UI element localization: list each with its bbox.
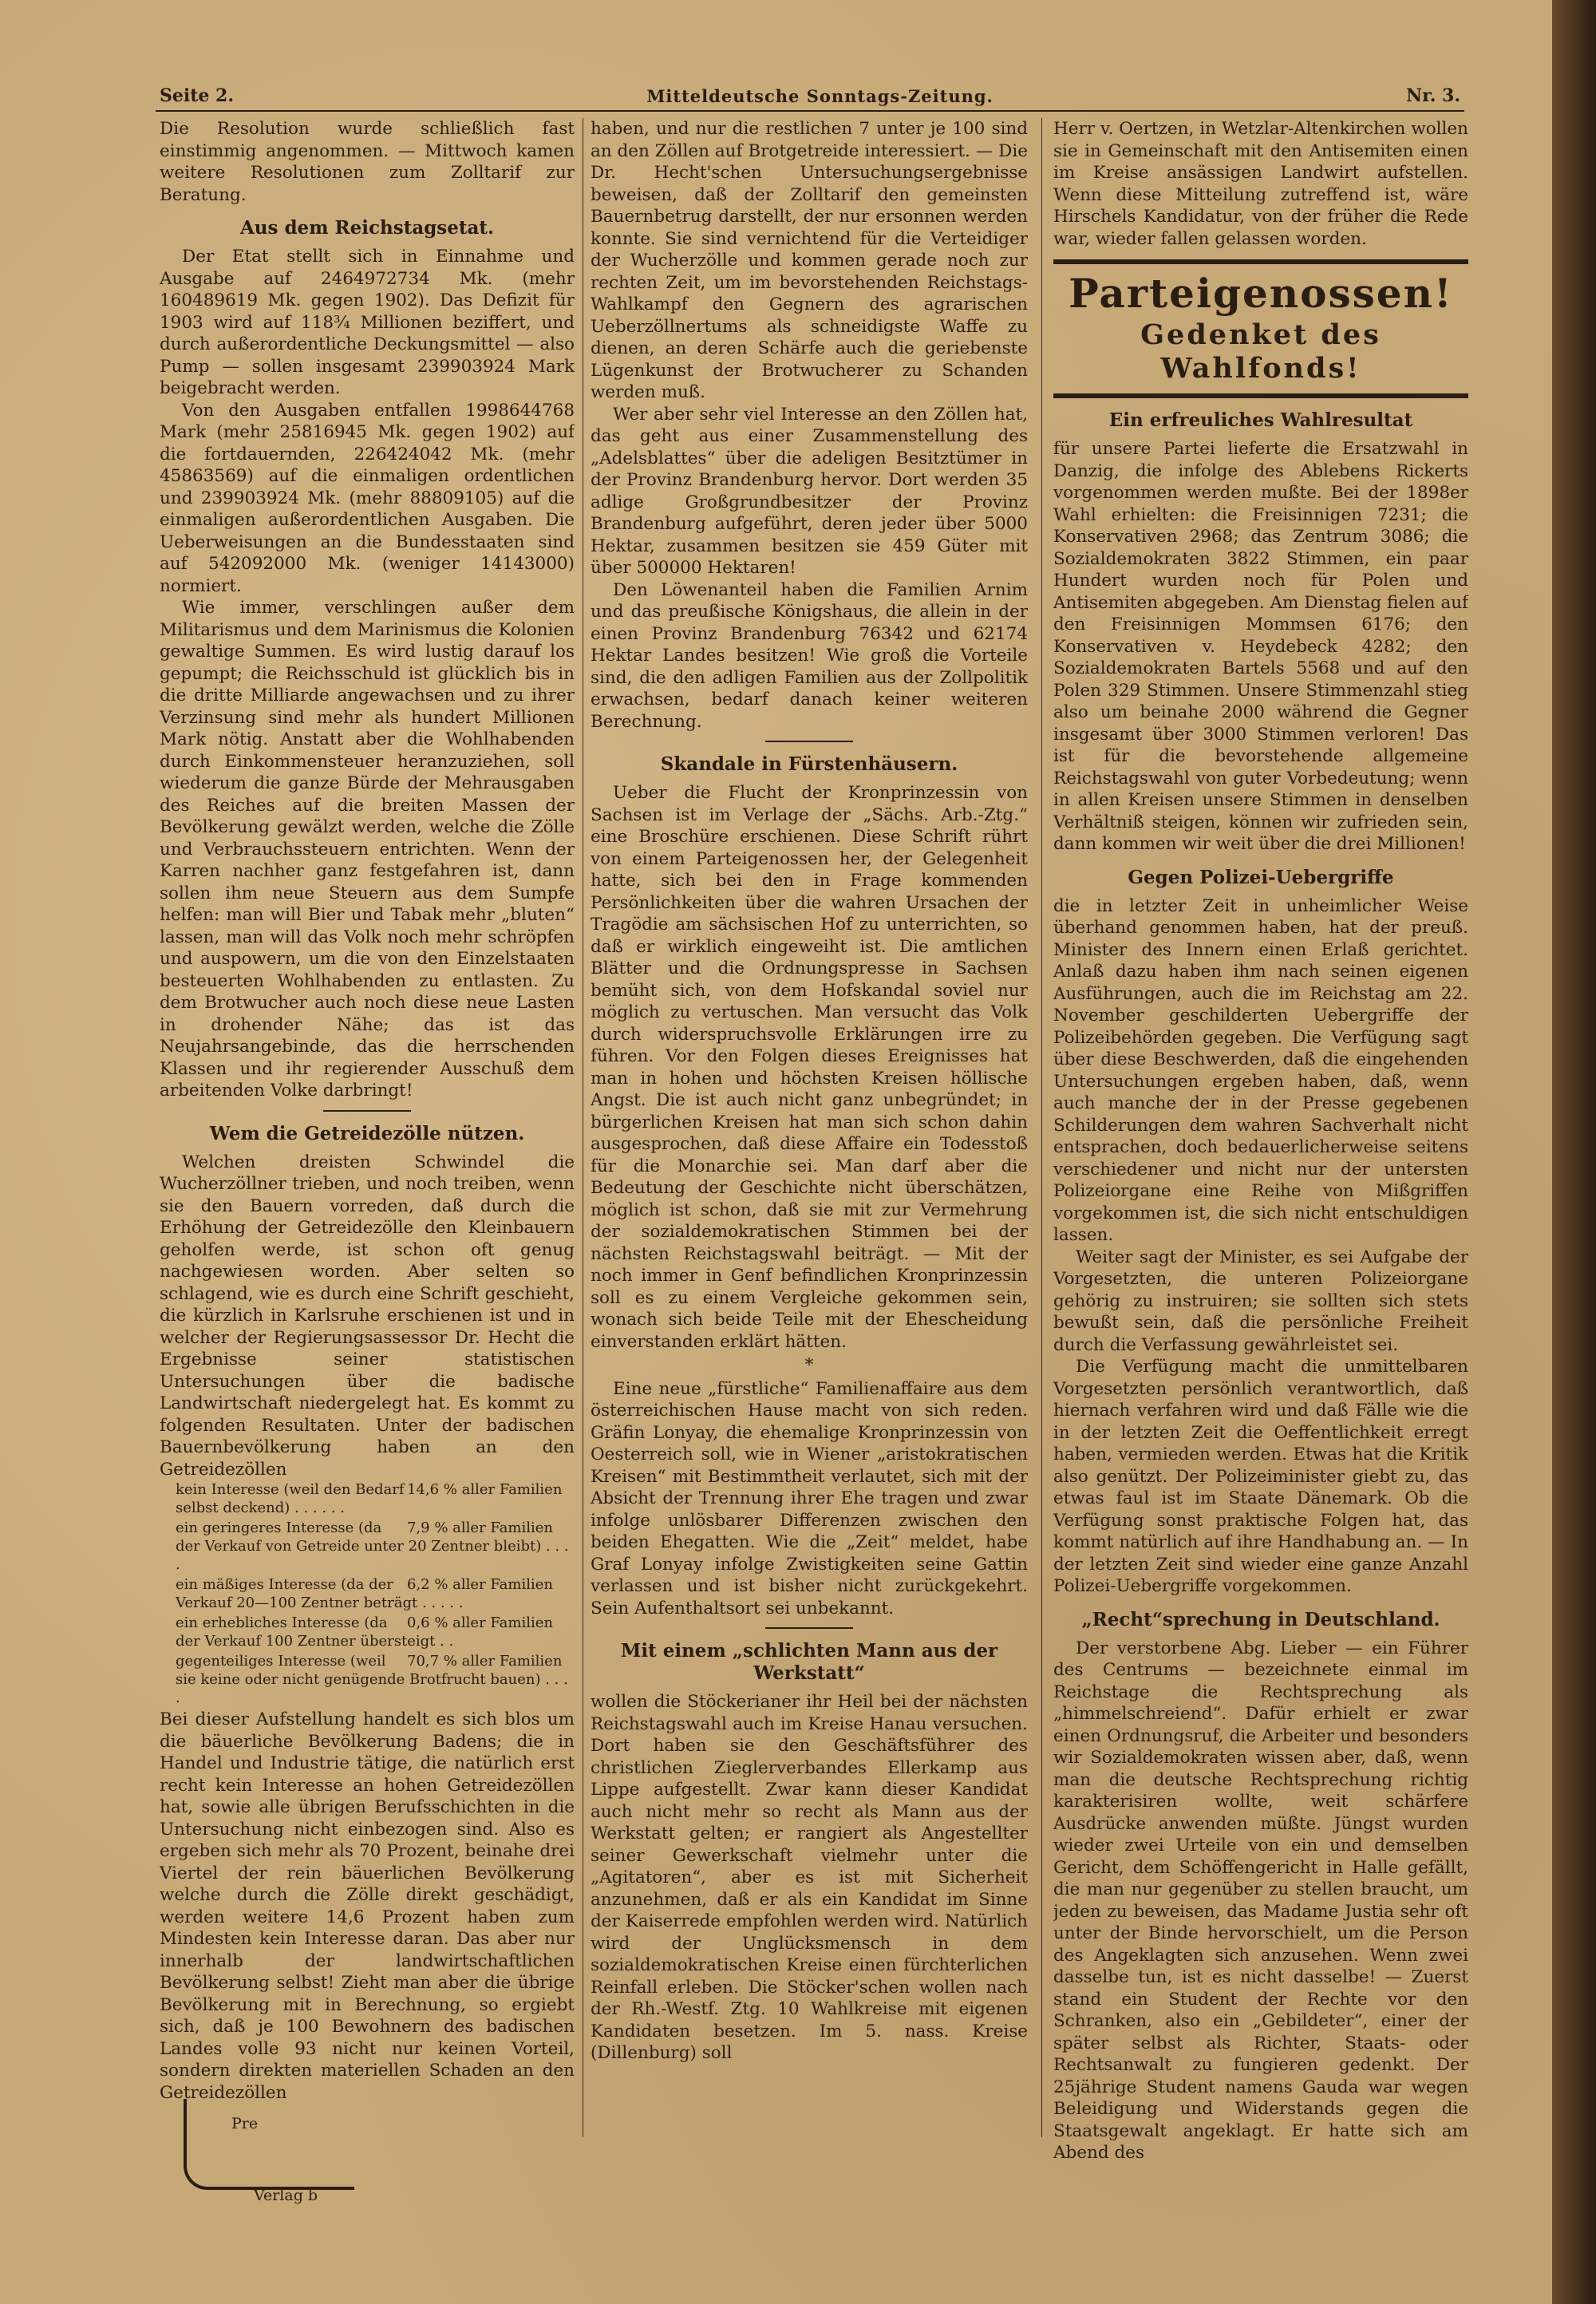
paragraph: Welchen dreisten Schwindel die Wucherzöllner trieben, und noch treiben, wenn sie den Bauern vorreden, daß durch die Erhöhung der Getreidezölle den Kleinbauern geholfen werde, ist schon oft genug nachgewiesen worden. Aber selten so schlagend, wie es durch eine Schrift geschieht, die kürzlich in Karlsruhe erschienen ist und in welcher der Regierungsassessor Dr. Hecht die Ergebnisse seiner statistischen Untersuchungen über die badische Landwirtschaft niedergelegt hat. Es kommt zu folgenden Resultaten. Unter der badischen Bauernbevölkerung haben an den Getreidezöllen	[160, 1152, 575, 1480]
stat-value: 7,9 % aller Familien	[407, 1520, 553, 1536]
paragraph: Bei dieser Aufstellung handelt es sich blos um die bäuerliche Bevölkerung Badens; die in Handel und Industrie tätige, die natürlich erst recht kein Interesse an hohen Getreidezöllen hat, sowie alle übrigen Berufsschichten in die Untersuchung nicht einbezogen sind. Also es ergeben sich mehr als 70 Prozent, beinahe drei Viertel der rein bäuerlichen Bevölkerung welche durch die Zölle direkt geschädigt, werden weitere 14,6 Prozent haben zum Mindesten kein Interesse daran. Das aber nur innerhalb der landwirtschaftlichen Bevölkerung selbst! Zieht man aber die übrige Bevölkerung mit in Berechnung, so ergiebt sich, daß je 100 Bewohnern des badischen Landes volle 93 nicht nur keinen Vorteil, sondern direkten materiellen Schaden an den Getreidezöllen	[160, 1709, 575, 2103]
article-heading: Ein erfreuliches Wahlresultat	[1108, 409, 1413, 431]
paragraph: Wer aber sehr viel Interesse an den Zöllen hat, das geht aus einer Zusammenstellung des „Adelsblattes“ über die adeligen Besitztümer in der Provinz Brandenburg hervor. Dort werden 35 adlige Großgrundbesitzer der Provinz Brandenburg aufgeführt, deren jeder über 5000 Hektar, zusammen besitzen sie 459 Güter mit über 500000 Hektaren!	[591, 404, 1028, 578]
paragraph: Wie immer, verschlingen außer dem Militarismus und dem Marinismus die Kolonien gewaltige Summen. Es wird lustig darauf los gepumpt; die Reichsschuld ist glücklich bis in die dritte Milliarde angewachsen und zu ihrer Verzinsung sind mehr als hundert Millionen Mark nötig. Anstatt aber die Wohlhabenden durch Einkommensteuer heranzuziehen, soll wiederum die ganze Bürde der Mehrausgaben des Reiches auf die breiten Massen der Bevölkerung gewälzt werden, welche die Zölle und Verbrauchssteuern entrichten. Wenn der Karren nachher ganz festgefahren ist, dann sollen ihm neue Steuern aus dem Sumpfe helfen: man will Bier und Tabak mehr „bluten“ lassen, man will das Volk noch mehr schröpfen und auspowern, um die von den Einzelstaaten besteuerten Wohlhabenden zu entlasten. Zu dem Brotwucher auch noch diese neue Lasten in drohender Nähe; das ist das Neujahrsangebinde, das die herrschenden Klassen und ihr regierender Ausschuß dem arbeitenden Volke darbringt!	[160, 598, 575, 1101]
stat-row	[176, 1652, 575, 1707]
stat-value: 6,2 % aller Familien	[407, 1576, 553, 1593]
article-heading: Wem die Getreidezölle nützen.	[209, 1122, 525, 1144]
column-divider	[1041, 118, 1042, 2137]
stat-label: ein mäßiges Interesse (da der Verkauf 20—100 Zentner beträgt . . . . .	[176, 1576, 464, 1611]
book-binding-edge	[1552, 0, 1596, 2304]
appeal-box	[1053, 259, 1468, 398]
appeal-title: Parteigenossen!	[1069, 270, 1453, 317]
stat-label: kein Interesse (weil den Bedarf selbst deckend) . . . . . .	[176, 1481, 405, 1516]
stat-value: 14,6 % aller Familien	[407, 1481, 563, 1498]
separator	[323, 1110, 411, 1112]
paragraph: die in letzter Zeit in unheimlicher Weise überhand genommen haben, hat der preuß. Minister des Innern einen Erlaß gerichtet. Anlaß dazu haben ihm nach seinen eigenen Ausführungen, auch die im Reichstag am 22. November geschilderten Uebergriffe der Polizeibehörden gegeben. Die Verfügung sagt über diese Beschwerden, daß die eingehenden Untersuchungen ergeben haben, daß, wenn auch manche der in der Presse gegebenen Schilderungen dem wahren Sachverhalt nicht entsprachen, doch bedauerlicherweise seitens verschiedener und nicht nur der untersten Polizeiorgane eine Reihe von Mißgriffen vorgekommen ist, die sich nicht entschuldigen lassen.	[1053, 895, 1468, 1245]
stat-value: 0,6 % aller Familien	[407, 1614, 553, 1631]
publisher-note: Verlag b	[254, 2187, 318, 2204]
paragraph: Herr v. Oertzen, in Wetzlar-Altenkirchen wollen sie in Gemeinschaft mit den Antisemiten einen im Kreise ansässigen Landwirt aufstellen. Wenn diese Mitteilung zutreffend ist, wäre Hirschels Kandidatur, von der früher die Rede war, wieder fallen gelassen worden.	[1053, 119, 1468, 249]
paragraph: wollen die Stöckerianer ihr Heil bei der nächsten Reichstagswahl auch im Kreise Hanau versuchen. Dort haben sie den Geschäftsführer des christlichen Zieglerverbandes Ellerkamp aus Lippe aufgestellt. Zwar kann dieser Kandidat auch nicht mehr so recht als Mann aus der Werkstatt gelten; er rangiert als Angestellter seiner Gewerkschaft vielmehr unter die „Agitatoren“, aber es ist mit Sicherheit anzunehmen, daß er als ein Kandidat im Sinne der Kaiserrede empfohlen werden wird. Natürlich wird der Unglücksmensch in dem sozialdemokratischen Kreise einen fürchterlichen Reinfall erleben. Die Stöcker'schen wollen nach der Rh.-Westf. Ztg. 10 Wahlkreise mit eigenen Kandidaten besetzen. Im 5. nass. Kreise (Dillenburg) soll	[591, 1692, 1028, 2063]
paragraph: Von den Ausgaben entfallen 1998644768 Mark (mehr 25816945 Mk. gegen 1902) auf die fortdauernden, 226424042 Mk. (mehr 45863569) auf die einmaligen ordentlichen und 239903924 Mk. (mehr 88809105) auf die einmaligen außerordentlichen Ausgaben. Die Ueberweisungen an die Bundesstaaten sind auf 542092000 Mk. (weniger 14143000) normiert.	[160, 400, 575, 596]
newspaper-title: Mitteldeutsche Sonntags-Zeitung.	[646, 85, 994, 106]
paragraph: Ueber die Flucht der Kronprinzessin von Sachsen ist im Verlage der „Sächs. Arb.-Ztg.“ eine Broschüre erschienen. Diese Schrift rührt von einem Parteigenossen her, der Gelegenheit hatte, sich bei den in Frage kommenden Persönlichkeiten über die wahren Ursachen der Tragödie am sächsischen Hof zu unterrichten, so daß er wirklich eingeweiht ist. Die amtlichen Blätter und die Ordnungspresse in Sachsen bemüht sich, von dem Hofskandal soviel nur möglich zu vertuschen. Man versucht das Volk durch widerspruchsvolle Erklärungen irre zu führen. Vor den Folgen dieses Ereignisses hat man in hohen und höchsten Kreisen höllische Angst. Die ist auch nicht ganz unbegründet; in bürgerlichen Kreisen hat man sich schon dahin ausgesprochen, daß diese Affaire ein Todesstoß für die Monarchie sei. Man darf aber die Bedeutung der Geschichte nicht überschätzen, möglich ist schon, daß sie mit zur Vermehrung der sozialdemokratischen Stimmen bei der nächsten Reichstagswahl beiträgt. — Mit der noch immer in Genf befindlichen Kronprinzessin soll es zu einem Vergleiche gekommen sein, wonach sich beide Teile mit der Ehescheidung einverstanden erklärt hätten.	[591, 783, 1028, 1352]
stat-row	[176, 1480, 575, 1517]
paragraph: Die Resolution wurde schließlich fast einstimmig angenommen. — Mittwoch kamen weitere Resolutionen zum Zolltarif zur Beratung.	[160, 119, 575, 205]
article-heading: „Recht“sprechung in Deutschland.	[1081, 1608, 1440, 1630]
appeal-subtitle: Gedenket des Wahlfonds!	[1140, 318, 1381, 385]
article-heading: Skandale in Fürstenhäusern.	[660, 753, 958, 775]
article-heading: Gegen Polizei-Uebergriffe	[1128, 866, 1394, 888]
separator	[765, 1627, 853, 1629]
stat-label: ein geringeres Interesse (da der Verkauf von Getreide unter 20 Zentner bleibt) . . . .	[176, 1520, 569, 1573]
separator	[765, 741, 853, 742]
column-3	[1053, 118, 1468, 2209]
article-heading: Mit einem „schlichten Mann aus der Werkstatt“	[620, 1640, 998, 1684]
paragraph: für unsere Partei lieferte die Ersatzwahl in Danzig, die infolge des Ablebens Rickerts vorgenommen werden mußte. Bei der 1898er Wahl erhielten: die Freisinnigen 7231; die Konservativen 2968; das Zentrum 3086; die Sozialdemokraten 3822 Stimmen, ein paar Hundert wurden noch für Polen und Antisemiten abgegeben. Am Dienstag fielen auf den Freisinnigen Mommsen 6176; den Konservativen v. Heydebeck 4282; den Sozialdemokraten Bartels 5568 und auf den Polen 329 Stimmen. Unsere Stimmenzahl stieg also um beinahe 2000 während die Gegner insgesamt über 3000 Stimmen verloren! Das ist für die bevorstehende allgemeine Reichstagswahl von guter Vorbedeutung; wenn in allen Kreisen unsere Stimmen in denselben Verhältniß steigen, können wir zufrieden sein, dann kommen wir weit über die drei Millionen!	[1053, 439, 1468, 854]
paragraph: Den Löwenanteil haben die Familien Arnim und das preußische Königshaus, die allein in der einen Provinz Brandenburg 76342 und 62174 Hektar Landes besitzen! Wie groß die Vorteile sind, die den adligen Familien aus der Zollpolitik erwachsen, bedarf danach keiner weiteren Berechnung.	[591, 579, 1028, 732]
paragraph: haben, und nur die restlichen 7 unter je 100 sind an den Zöllen auf Brotgetreide interessiert. — Die Dr. Hecht'schen Untersuchungsergebnisse beweisen, daß der Zolltarif den gemeinsten Bauernbetrug darstellt, der nur ersonnen werden konnte. Sie sind vernichtend für die Verteidiger der Wucherzölle und kommen gerade noch zur rechten Zeit, um im bevorstehenden Reichstags-Wahlkampf den Gegnern des agrarischen Ueberzöllnertums als schneidigste Waffe zu dienen, an deren Schärfe auch die geriebenste Lügenkunst der Brotwucherer zu Schanden werden muß.	[591, 119, 1028, 402]
stamp-mark	[184, 2099, 354, 2190]
stat-label: ein erhebliches Interesse (da der Verkauf 100 Zentner übersteigt . .	[176, 1614, 454, 1650]
stat-row	[176, 1614, 575, 1650]
paragraph: Der verstorbene Abg. Lieber — ein Führer des Centrums — bezeichnete einmal im Reichstage die Rechtsprechung als „himmelschreiend“. Dafür erhielt er zwar einen Ordnungsruf, die Arbeiter und besonders wir Sozialdemokraten wissen aber, daß, wenn man die deutsche Rechtsprechung richtig karakterisiren wollte, weit schärfere Ausdrücke anwenden müßte. Jüngst wurden wieder zwei Urteile von ein und demselben Gericht, dem Schöffengericht in Halle gefällt, die man nur gegenüber zu stellen braucht, um jeden zu beweisen, das Madame Justia sehr oft unter der Binde hervorschielt, um die Person des Angeklagten sich anzusehen. Wenn zwei dasselbe tun, ist es nicht dasselbe! — Zuerst stand ein Student der Rechte vor den Schranken, also ein „Gebildeter“, einer der später selbst als Richter, Staats- oder Rechtsanwalt zu fungieren gedenkt. Der 25jährige Student namens Gauda war wegen Beleidigung und Widerstands gegen die Staatsgewalt angeklagt. Er hatte sich am Abend des	[1053, 1638, 1468, 2163]
column-1	[160, 118, 575, 2209]
page-header	[160, 84, 1460, 108]
stat-label: gegenteiliges Interesse (weil sie keine oder nicht genügende Brotfrucht bauen) . . . .	[176, 1653, 568, 1706]
section-star: *	[804, 1355, 814, 1375]
paragraph: Weiter sagt der Minister, es sei Aufgabe der Vorgesetzten, die unteren Polizeiorgane gehörig zu instruiren; sie sollten sich stets bewußt sein, daß die persönliche Freiheit durch die Verfassung gewährleistet sei.	[1053, 1247, 1468, 1355]
article-heading: Aus dem Reichstagsetat.	[239, 217, 495, 239]
stat-row	[176, 1575, 575, 1612]
paragraph: Eine neue „fürstliche“ Familienaffaire aus dem österreichischen Hause macht von sich reden. Gräfin Lonyay, die ehemalige Kronprinzessin von Oesterreich soll, wie in Wiener „aristokratischen Kreisen“ mit Bestimmtheit verlautet, sich mit der Absicht der Trennung ihrer Ehe tragen und zwar infolge unlösbarer Differenzen zwischen den beiden Ehegatten. Wie die „Zeit“ meldet, habe Graf Lonyay infolge Zwistigkeiten seine Gattin verlassen und ist bisher nicht zurückgekehrt. Sein Aufenthaltsort sei unbekannt.	[591, 1378, 1028, 1618]
stamp-text: Pre	[231, 2115, 259, 2132]
paragraph: Die Verfügung macht die unmittelbaren Vorgesetzten persönlich verantwortlich, daß hiernach verfahren wird und daß Fälle wie die in der letzten Zeit die Oeffentlichkeit erregt haben, vermieden werden. Etwas hat die Kritik also genützt. Der Polizeiminister giebt zu, das etwas faul ist im Staate Dänemark. Ob die Verfügung sonst praktische Folgen hat, das kommt natürlich auf ihre Handhabung an. — In der letzten Zeit sind wieder eine ganze Anzahl Polizei-Uebergriffe vorgekommen.	[1053, 1357, 1468, 1596]
paragraph: Der Etat stellt sich in Einnahme und Ausgabe auf 2464972734 Mk. (mehr 160489619 Mk. gegen 1902). Das Defizit für 1903 wird auf 118¾ Millionen beziffert, und durch außerordentliche Deckungsmittel — also Pump — sollen insgesamt 239903924 Mark beigebracht werden.	[160, 247, 575, 398]
statistics-table	[160, 1480, 575, 1707]
stat-row	[176, 1519, 575, 1574]
header-rule	[156, 110, 1464, 112]
column-2	[591, 118, 1028, 2209]
stat-value: 70,7 % aller Familien	[407, 1653, 563, 1670]
issue-number: Nr. 3.	[1406, 85, 1460, 106]
page-number: Seite 2.	[160, 85, 235, 106]
